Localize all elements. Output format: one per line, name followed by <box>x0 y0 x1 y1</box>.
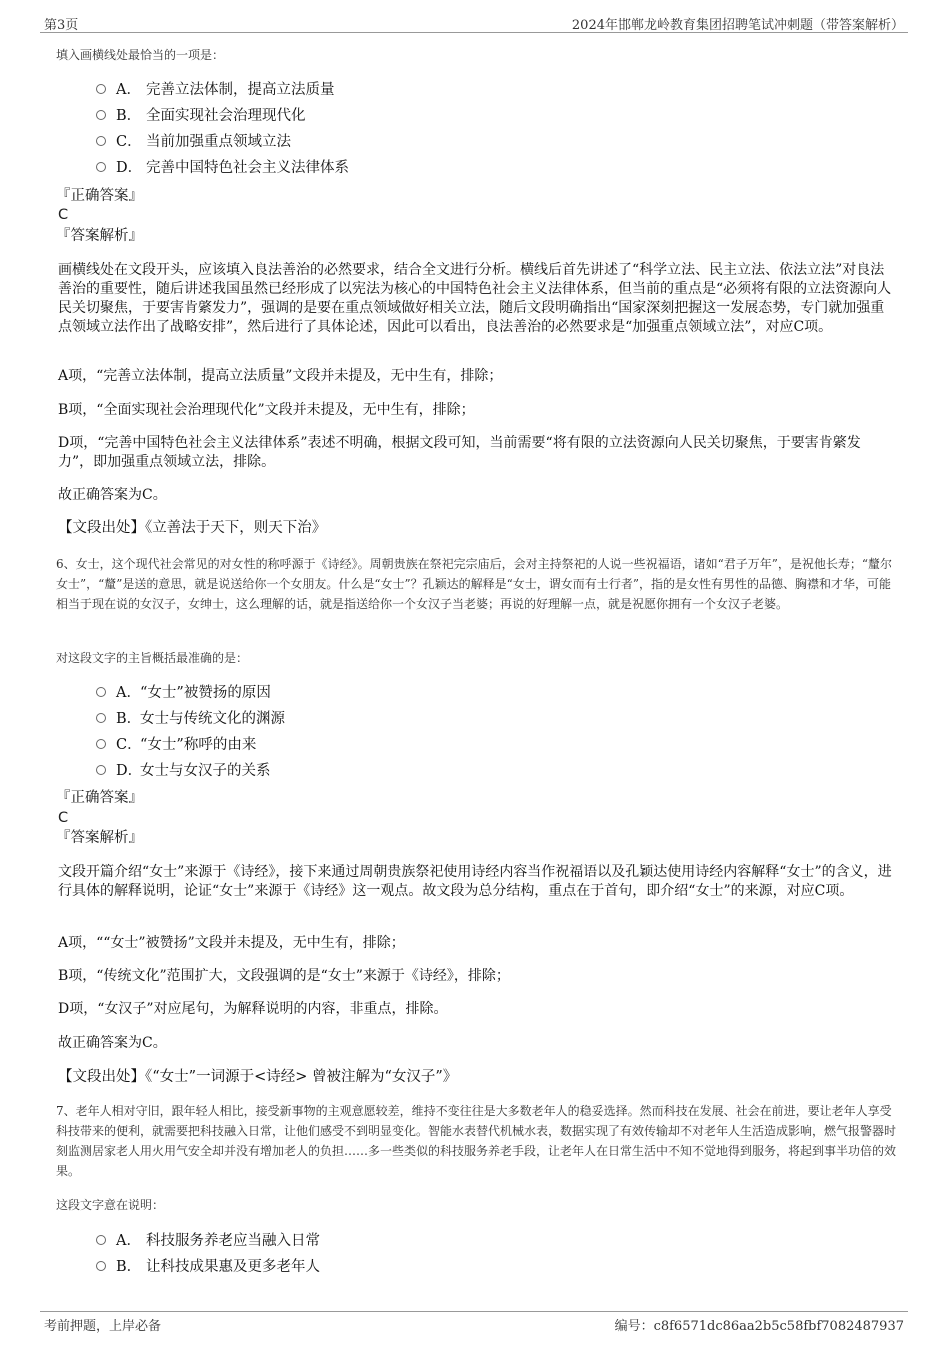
q5-analysis: 画横线处在文段开头，应该填入良法善治的必然要求，结合全文进行分析。横线后首先讲述了“科学立法、民主立法、依法立法”对良法善治的重要性，随后讲述我国虽然已经形成了以宪法为核心的中国特色社会主义法律体系，但当前的重点是“必须将有限的立法资源向人民关切聚焦，于要害肯綮发力”，强调的是要在重点领域做好相关立法，随后文段明确指出“国家深刻把握这一发展态势，专门就加强重点领域立法作出了战略安排”，然后进行了具体论述，因此可以看出，良法善治的必然要求是“加强重点领域立法”，对应C项。 <box>58 262 892 335</box>
q6-note-d: D项，“女汉子”对应尾句，为解释说明的内容，非重点，排除。 <box>58 1001 448 1017</box>
q5-prompt: 填入画横线处最恰当的一项是： <box>56 48 225 62</box>
q6-option-b[interactable]: B．女士与传统文化的渊源 <box>96 709 285 729</box>
document-id: 编号：c8f6571dc86aa2b5c58fbf7082487937 <box>614 1319 904 1334</box>
footer-slogan: 考前押题，上岸必备 <box>44 1319 162 1334</box>
q5-source: 【文段出处】《立善法于天下，则天下治》 <box>58 520 327 536</box>
q6-option-a[interactable]: A．“女士”被赞扬的原因 <box>96 683 271 703</box>
q7-passage: 7、老年人相对守旧，跟年轻人相比，接受新事物的主观意愿较差，维持不变往往是大多数老年人的稳妥选择。然而科技在发展、社会在前进，要让老年人享受科技带来的便利，就需要把科技融入日常，让他们感受不到明显变化。智能水表替代机械水表，数据实现了有效传输却不对老年人生活造成影响，燃气报警器时刻监测居家老人用火用气安全却并没有增加老人的负担……多一些类似的科技服务养老手段，让老年人在日常生活中不知不觉地得到服务，将起到事半功倍的效果。 <box>56 1104 897 1178</box>
q6-passage: 6、女士，这个现代社会常见的对女性的称呼源于《诗经》。周朝贵族在祭祀完宗庙后，会对主持祭祀的人说一些祝福语，诸如“君子万年”，是祝他长寿；“釐尔女士”，“釐”是送的意思，就是说送给你一个女朋友。什么是“女士”？孔颖达的解释是“女士，谓女而有士行者”，指的是女性有男性的品德、胸襟和才华，可能相当于现在说的女汉子，女绅士，这么理解的话，就是指送给你一个女汉子当老婆；再说的好理解一点，就是祝愿你拥有一个女汉子老婆。 <box>56 557 893 611</box>
radio-icon[interactable] <box>96 162 106 172</box>
q7-option-a[interactable]: A． 科技服务养老应当融入日常 <box>96 1231 320 1251</box>
radio-icon[interactable] <box>96 687 106 697</box>
q6-option-d[interactable]: D．女士与女汉子的关系 <box>96 761 271 781</box>
q5-option-a[interactable]: A． 完善立法体制，提高立法质量 <box>96 80 335 100</box>
page-header <box>40 14 908 33</box>
q5-note-a: A项，“完善立法体制，提高立法质量”文段并未提及，无中生有，排除； <box>58 368 503 384</box>
q6-answer-label: 『正确答案』 <box>56 790 143 806</box>
radio-icon[interactable] <box>96 1261 106 1271</box>
q5-answer: C <box>58 207 69 223</box>
q7-prompt: 这段文字意在说明： <box>56 1198 165 1212</box>
q6-source: 【文段出处】《“女士”一词源于<诗经> 曾被注解为“女汉子”》 <box>58 1069 458 1085</box>
q5-option-d[interactable]: D． 完善中国特色社会主义法律体系 <box>96 158 349 178</box>
radio-icon[interactable] <box>96 84 106 94</box>
q6-note-b: B项，“传统文化”范围扩大，文段强调的是“女士”来源于《诗经》，排除； <box>58 968 510 984</box>
q5-option-b[interactable]: B． 全面实现社会治理现代化 <box>96 106 306 126</box>
q6-prompt: 对这段文字的主旨概括最准确的是： <box>56 651 249 665</box>
q6-answer: C <box>58 810 69 826</box>
document-title: 2024年邯郸龙岭教育集团招聘笔试冲刺题（带答案解析） <box>571 18 904 33</box>
q5-option-c[interactable]: C． 当前加强重点领域立法 <box>96 132 291 152</box>
q5-answer-label: 『正确答案』 <box>56 188 143 204</box>
radio-icon[interactable] <box>96 136 106 146</box>
radio-icon[interactable] <box>96 765 106 775</box>
radio-icon[interactable] <box>96 110 106 120</box>
q6-analysis: 文段开篇介绍“女士”来源于《诗经》，接下来通过周朝贵族祭祀使用诗经内容当作祝福语以及孔颖达使用诗经内容解释“女士”的含义，进行具体的解释说明，论证“女士”来源于《诗经》这一观点。故文段为总分结构，重点在于首句，即介绍“女士”的来源，对应C项。 <box>58 864 892 899</box>
q5-note-d: D项，“完善中国特色社会主义法律体系”表述不明确，根据文段可知，当前需要“将有限的立法资源向人民关切聚焦，于要害肯綮发力”，即加强重点领域立法，排除。 <box>58 435 861 470</box>
radio-icon[interactable] <box>96 739 106 749</box>
radio-icon[interactable] <box>96 1235 106 1245</box>
q6-note-a: A项，““女士”被赞扬”文段并未提及，无中生有，排除； <box>58 935 405 951</box>
page-footer <box>40 1311 908 1332</box>
q6-option-c[interactable]: C．“女士”称呼的由来 <box>96 735 256 755</box>
q6-analysis-label: 『答案解析』 <box>56 830 143 846</box>
radio-icon[interactable] <box>96 713 106 723</box>
q7-option-b[interactable]: B． 让科技成果惠及更多老年人 <box>96 1257 320 1277</box>
q5-analysis-label: 『答案解析』 <box>56 228 143 244</box>
q5-note-b: B项，“全面实现社会治理现代化”文段并未提及，无中生有，排除； <box>58 402 475 418</box>
q6-conclusion: 故正确答案为C。 <box>58 1035 167 1051</box>
page-number: 第3页 <box>44 18 79 33</box>
q5-conclusion: 故正确答案为C。 <box>58 487 167 503</box>
